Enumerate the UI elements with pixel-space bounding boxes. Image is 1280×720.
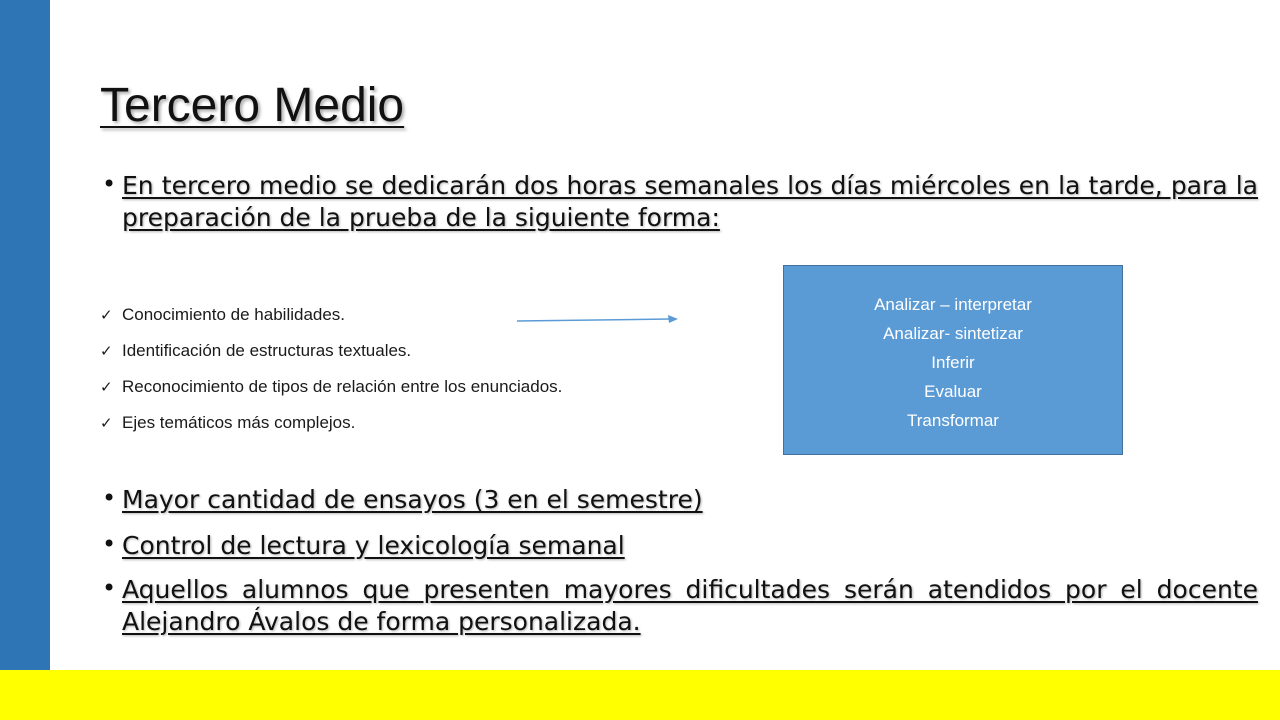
skill-item: Inferir [931, 353, 975, 372]
checklist-item: ✓ Ejes temáticos más complejos. [100, 408, 562, 444]
bottom-accent-bar [0, 670, 1280, 720]
skill-item: Evaluar [924, 382, 982, 401]
checkmark-icon: ✓ [100, 414, 113, 432]
bullet-essays: Mayor cantidad de ensayos (3 en el semestre) [122, 485, 703, 514]
skills-box [783, 265, 1123, 455]
checklist [100, 300, 562, 444]
bullet-reading-control: Control de lectura y lexicología semanal [122, 531, 625, 560]
skill-item: Analizar- sintetizar [883, 324, 1023, 343]
bullet-dot-icon: • [102, 530, 117, 558]
skill-item: Transformar [907, 411, 999, 430]
checkmark-icon: ✓ [100, 306, 113, 324]
bullet-dot-icon: • [102, 574, 117, 602]
checklist-item: ✓ Identificación de estructuras textuales. [100, 336, 562, 372]
intro-paragraph: En tercero medio se dedicarán dos horas semanales los días miércoles en la tarde, para la preparación de la prueba de la siguiente forma: [122, 171, 1258, 232]
checklist-item: ✓ Reconocimiento de tipos de relación entre los enunciados. [100, 372, 562, 408]
slide-title: Tercero Medio [100, 79, 405, 132]
bullet-dot-icon: • [102, 170, 117, 198]
arrow-right-icon [515, 310, 680, 330]
skill-item: Analizar – interpretar [874, 295, 1032, 314]
bullet-dot-icon: • [102, 484, 117, 512]
bullet-personalized-support: Aquellos alumnos que presenten mayores dificultades serán atendidos por el docente Alejandro Ávalos de forma personalizada. [122, 575, 1258, 636]
checkmark-icon: ✓ [100, 378, 113, 396]
left-accent-bar [0, 0, 50, 720]
checklist-item: ✓ Conocimiento de habilidades. [100, 300, 562, 336]
checkmark-icon: ✓ [100, 342, 113, 360]
